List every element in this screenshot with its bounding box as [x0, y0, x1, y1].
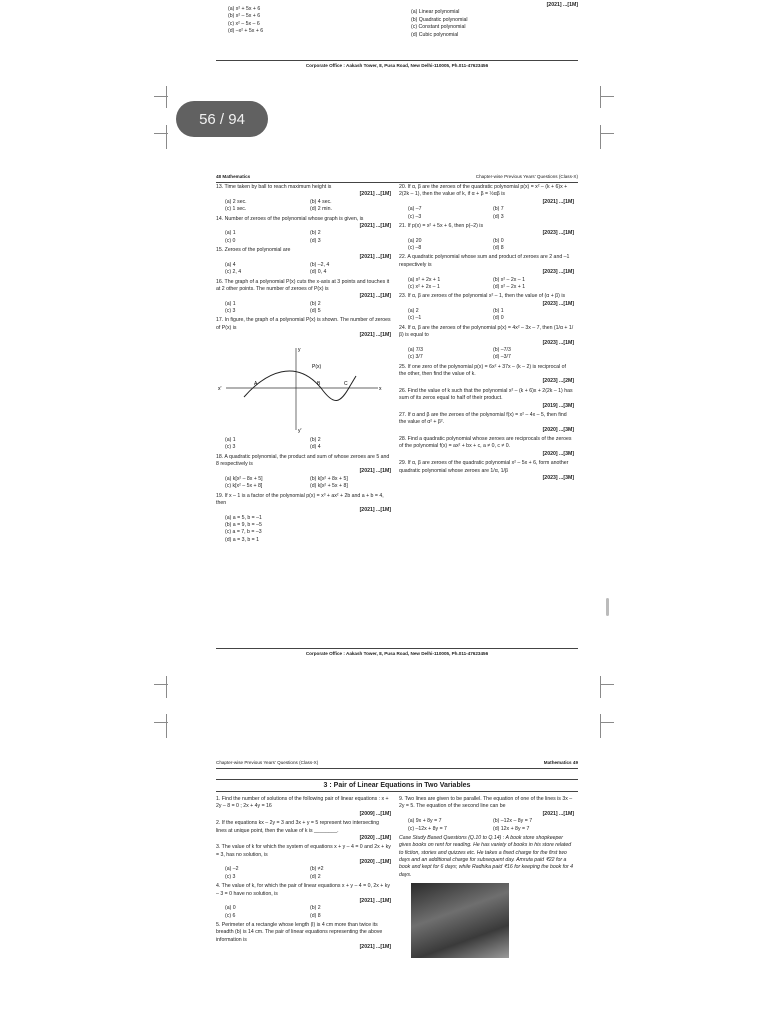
- year-tag: [2020] ...[3M]: [542, 426, 574, 433]
- option: (c) –12x + 8y = 7: [408, 825, 447, 832]
- option: (b) k[x² + 8x + 5]: [310, 475, 348, 482]
- options: [216, 437, 391, 452]
- year-tag: [2021] ...[1M]: [546, 2, 578, 8]
- question-text: 3. The value of k for which the system of equations x + y – 4 = 0 and 2x + ky = 3, has no solution, is: [216, 844, 391, 858]
- question: [399, 796, 574, 833]
- polynomial-graph-figure: [216, 342, 391, 437]
- label-b: B: [317, 380, 321, 387]
- options: [399, 347, 574, 362]
- crop-mark: [600, 676, 601, 698]
- option: (a) 1: [225, 300, 236, 307]
- after-graph: [216, 437, 391, 544]
- chapter-title: 3 : Pair of Linear Equations in Two Variables: [216, 779, 578, 792]
- options: [216, 301, 391, 316]
- crop-mark: [600, 86, 601, 108]
- option: (c) k[x² – 5x + 8]: [225, 483, 263, 490]
- option: (b) a = 9, b = –5: [225, 522, 262, 528]
- question-text: 17. In figure, the graph of a polynomial P(x) is shown. The number of zeroes of P(x) is: [216, 317, 391, 331]
- question-text: 24. If α, β are the zeroes of the polynomial p(x) = 4x² – 3x – 7, then (1/α + 1/β) is equal to: [399, 324, 574, 339]
- question-text: 25. If one zero of the polynomial p(x) = 6x² + 37x – (k – 2) is reciprocal of the other, then find the value of k.: [399, 363, 566, 377]
- options: [216, 262, 391, 277]
- option: (d) 5: [310, 308, 321, 314]
- option: (d) 8: [310, 912, 321, 919]
- option: (d) –x² + 5x + 6: [228, 28, 264, 35]
- option: (d) Cubic polynomial: [411, 31, 459, 38]
- page-49: [216, 796, 578, 1022]
- option: (d) 4: [310, 444, 321, 451]
- question-text: 28. Find a quadratic polynomial whose zeroes are reciprocals of the zeroes of the polynomial f(x) = ax² + bx + c, a ≠ 0, c ≠ 0.: [399, 436, 572, 450]
- year-tag: [2021] ...[1M]: [359, 897, 391, 904]
- question-text: 15. Zeroes of the polynomial are: [216, 247, 291, 253]
- year-tag: [2023] ...[1M]: [542, 300, 574, 307]
- option: (c) 3: [225, 444, 236, 451]
- right-column: [399, 796, 574, 958]
- options: [399, 818, 574, 833]
- option: (b) 4 sec.: [310, 198, 332, 205]
- options: [216, 515, 391, 545]
- options: [399, 308, 574, 323]
- year-tag: [2020] ...[1M]: [359, 834, 391, 841]
- option: (c) 0: [225, 237, 236, 244]
- option: (a) 0: [225, 905, 236, 912]
- question-text: 23. If α, β are zeroes of the polynomial x² – 1, then the value of (α + β) is: [399, 293, 566, 300]
- top-fragment: [216, 2, 578, 56]
- crop-mark: [600, 722, 614, 723]
- question: [399, 388, 574, 410]
- option: (d) 2: [310, 873, 321, 880]
- left-column: [216, 796, 391, 954]
- year-tag: [2021] ...[1M]: [359, 944, 391, 951]
- option: (b) 0: [493, 237, 504, 244]
- question-text: 19. If x – 1 is a factor of the polynomial p(x) = x³ + ax² + 2b and a + b = 4, then: [216, 492, 384, 506]
- option: (b) 2: [310, 300, 321, 307]
- question: [399, 325, 574, 362]
- header-right: Mathematics 49: [543, 760, 578, 765]
- question-text: 13. Time taken by ball to reach maximum height is: [216, 184, 332, 190]
- year-tag: [2021] ...[1M]: [359, 507, 391, 514]
- year-tag: [2023] ...[1M]: [542, 339, 574, 346]
- crop-mark: [166, 125, 167, 149]
- label-c: C: [344, 380, 348, 387]
- crop-mark: [600, 96, 614, 97]
- question: [399, 436, 574, 458]
- year-tag: [2021] ...[1M]: [542, 198, 574, 205]
- year-tag: [2020] ...[1M]: [359, 859, 391, 865]
- year-tag: [2023] ...[2M]: [542, 378, 574, 385]
- option: (c) Constant polynomial: [411, 24, 466, 31]
- option: (d) 0: [493, 315, 504, 322]
- left-column: [216, 184, 391, 546]
- bookstore-photo: [411, 883, 509, 958]
- option: (b) 2: [310, 230, 321, 237]
- scrollbar-thumb[interactable]: [606, 598, 609, 616]
- page-indicator: 56 / 94: [176, 101, 268, 137]
- option: (a) 1: [225, 436, 236, 443]
- year-tag: [2021] ...[1M]: [359, 191, 391, 198]
- option: (c) –1: [408, 315, 422, 322]
- options: [216, 476, 391, 491]
- page-header: [216, 174, 578, 183]
- option: (a) 7/3: [408, 346, 423, 353]
- option: (c) –8: [408, 245, 422, 251]
- question-text: 1. Find the number of solutions of the following pair of linear equations : x + 2y – 8 = 0 ; 2x + 4y = 16: [216, 796, 389, 810]
- option: (c) 2, 4: [225, 269, 242, 276]
- question-text: 21. If p(x) = x² + 5x + 6, then p(–2) is: [399, 222, 484, 229]
- crop-mark: [600, 684, 614, 685]
- option: (b) 2: [310, 905, 321, 912]
- option: (a) 2 sec.: [225, 198, 247, 205]
- option: (d) 3: [310, 237, 321, 244]
- options: [399, 238, 574, 253]
- question-text: 9. Two lines are given to be parallel. The equation of one of the lines is 3x – 2y = 5. The equation of the second line can be: [399, 796, 573, 810]
- option: (d) k[x² + 5x + 8]: [310, 483, 348, 490]
- question-text: 2. If the equations kx – 2y = 3 and 3x + y = 5 represent two intersecting lines at unique point, then the value of k is ________.: [216, 820, 380, 834]
- year-tag: [2019] ...[3M]: [542, 402, 574, 409]
- option: (b) x² – 2x – 1: [493, 276, 526, 283]
- option: (c) 3: [225, 873, 236, 880]
- option: (a) –7: [408, 206, 422, 213]
- question: [216, 184, 391, 214]
- option: (a) x² + 2x + 1: [408, 276, 441, 283]
- label-a: A: [254, 380, 258, 387]
- option: (d) –3/7: [493, 354, 511, 361]
- option: (a) k[x² – 8x + 5]: [225, 475, 263, 482]
- option: (a) x² + 5x + 6: [228, 6, 261, 12]
- question: [399, 412, 574, 434]
- question: [216, 216, 391, 246]
- option: (b) ≠2: [310, 866, 324, 873]
- option: (a) 2: [408, 308, 419, 314]
- label-xp: x': [218, 385, 222, 392]
- option: (a) 20: [408, 237, 422, 244]
- crop-mark: [166, 86, 167, 108]
- question-text: 26. Find the value of k such that the polynomial x² – (k + 6)x + 2(2k – 1) has sum of its zeros equal to half of their product.: [399, 387, 573, 402]
- year-tag: [2023] ...[1M]: [542, 269, 574, 276]
- top-right-options: [403, 2, 578, 39]
- option: (c) x² + 2x – 1: [408, 283, 440, 290]
- question: [216, 922, 391, 952]
- option: (c) –3: [408, 213, 422, 220]
- question: [216, 437, 391, 452]
- options: [216, 199, 391, 214]
- right-column: [399, 184, 574, 484]
- question: [216, 454, 391, 491]
- options: [216, 866, 391, 881]
- option: (b) Quadratic polynomial: [411, 16, 468, 23]
- option: (c) 1 sec.: [225, 206, 247, 213]
- year-tag: [2021] ...[1M]: [359, 468, 391, 475]
- question: [399, 223, 574, 253]
- option: (d) 3: [493, 213, 504, 220]
- option: (b) 1: [493, 308, 504, 314]
- option: (b) –12x – 8y = 7: [493, 818, 533, 825]
- crop-mark: [600, 133, 614, 134]
- crop-mark: [600, 125, 601, 149]
- question: [399, 460, 574, 482]
- year-tag: [2021] ...[1M]: [359, 332, 391, 339]
- question-text: 29. If α, β are zeroes of the quadratic polynomial x² – 5x + 6, form another quadratic polynomial whose zeroes are 1/α, 1/β: [399, 460, 569, 474]
- question-text: 27. If α and β are the zeroes of the polynomial f(x) = x² – 4x – 5, then find the value of α² + β².: [399, 411, 567, 426]
- option: (b) 7: [493, 206, 504, 213]
- question: [216, 279, 391, 316]
- question-text: 18. A quadratic polynomial, the product and sum of whose zeroes are 5 and 8 respectively is: [216, 453, 390, 467]
- question: [399, 364, 574, 386]
- option: (c) a = 7, b = –3: [225, 529, 262, 536]
- page-header: [216, 760, 578, 769]
- question-text: 5. Perimeter of a rectangle whose length (l) is 4 cm more than twice its breadth (b) is 14 cm. The pair of linear equations representing the above information is: [216, 922, 383, 943]
- option: (d) 0, 4: [310, 269, 327, 276]
- curve: [244, 371, 356, 401]
- year-tag: [2023] ...[1M]: [542, 230, 574, 237]
- option: (d) 8: [493, 245, 504, 251]
- question-text: 4. The value of k, for which the pair of linear equations x + y – 4 = 0, 2x + ky – 3 = 0 have no solution, is: [216, 883, 390, 897]
- year-tag: [2021] ...[1M]: [359, 254, 391, 261]
- question: [216, 247, 391, 277]
- crop-mark: [600, 714, 601, 738]
- question-text: 22. A quadratic polynomial whose sum and product of zeroes are 2 and –1 respectively is: [399, 254, 570, 268]
- option: (c) x² – 5x – 6: [228, 20, 260, 27]
- year-tag: [2021] ...[1M]: [359, 222, 391, 229]
- header-right: Chapter-wise Previous Years' Questions (Class-X): [475, 174, 578, 179]
- polynomial-graph: [216, 342, 391, 434]
- options: [216, 905, 391, 920]
- option: (b) –2, 4: [310, 261, 330, 268]
- option: (a) –2: [225, 866, 239, 873]
- option: (c) 3/7: [408, 354, 423, 361]
- option: (a) a = 5, b = –1: [225, 514, 262, 521]
- option: (d) 2 min.: [310, 206, 332, 213]
- question: [399, 184, 574, 221]
- top-left-options: [228, 6, 403, 36]
- crop-mark: [166, 714, 167, 738]
- option: (a) 1: [225, 230, 236, 237]
- question: [399, 254, 574, 291]
- label-p: P(x): [312, 363, 322, 370]
- question: [216, 844, 391, 881]
- option: (a) Linear polynomial: [411, 9, 460, 16]
- option: (c) 6: [225, 912, 236, 919]
- question: [216, 317, 391, 339]
- year-tag: [2009] ...[1M]: [359, 810, 391, 817]
- crop-mark: [166, 676, 167, 698]
- option: (d) a = 3, b = 1: [225, 536, 260, 543]
- question-text: 14. Number of zeroes of the polynomial whose graph is given, is: [216, 215, 364, 222]
- option: (a) 9x + 8y = 7: [408, 818, 442, 825]
- page-48: [216, 184, 578, 646]
- year-tag: [2020] ...[3M]: [542, 450, 574, 457]
- option: (b) –7/3: [493, 346, 511, 353]
- case-study-text: Case Study Based Questions (Q.10 to Q.14) : A book store shopkeeper gives books on rent for reading. He has variety of books in his store related to fiction, stories and quizzes etc. He takes a fixed charge for the first two days and an additional charge for subsequent day. Amruta paid ₹22 for a book and kept for 6 days; while Radhika paid ₹16 for keeping the book for 4 days.: [399, 834, 574, 878]
- options: [399, 277, 574, 292]
- year-tag: [2023] ...[3M]: [542, 474, 574, 481]
- header-left: Chapter-wise Previous Years' Questions (Class-X): [216, 760, 319, 765]
- year-tag: [2021] ...[1M]: [359, 293, 391, 300]
- option: (b) 2: [310, 436, 321, 443]
- option: (b) x² – 5x + 6: [228, 13, 261, 20]
- label-y: y: [298, 346, 301, 353]
- option: (d) x² – 2x + 1: [493, 283, 526, 290]
- question-text: 20. If α, β are the zeroes of the quadratic polynomial p(x) = x² – (k + 6)x + 2(2k – 1), then the value of k, if α + β = ½αβ is: [399, 184, 568, 198]
- option: (c) 3: [225, 308, 236, 314]
- question: [216, 820, 391, 842]
- label-x: x: [379, 385, 382, 392]
- question: [399, 293, 574, 323]
- label-yp: y': [298, 427, 302, 434]
- question-text: 16. The graph of a polynomial P(x) cuts the x-axis at 3 points and touches it at 2 other points. The number of zeroes of P(x) is: [216, 278, 390, 292]
- year-tag: [2021] ...[1M]: [542, 810, 574, 817]
- question: [216, 883, 391, 920]
- header-left: 48 Mathematics: [216, 174, 251, 179]
- page-footer: Corporate Office : Aakash Tower, 8, Pusa Road, New Delhi-110005, Ph.011-47623456: [216, 648, 578, 656]
- option: (d) 12x + 8y = 7: [493, 825, 530, 832]
- page-footer: Corporate Office : Aakash Tower, 8, Pusa Road, New Delhi-110005, Ph.011-47623456: [216, 60, 578, 68]
- question: [216, 796, 391, 818]
- options: [399, 206, 574, 221]
- question: [216, 493, 391, 545]
- option: (a) 4: [225, 261, 236, 268]
- options: [216, 230, 391, 245]
